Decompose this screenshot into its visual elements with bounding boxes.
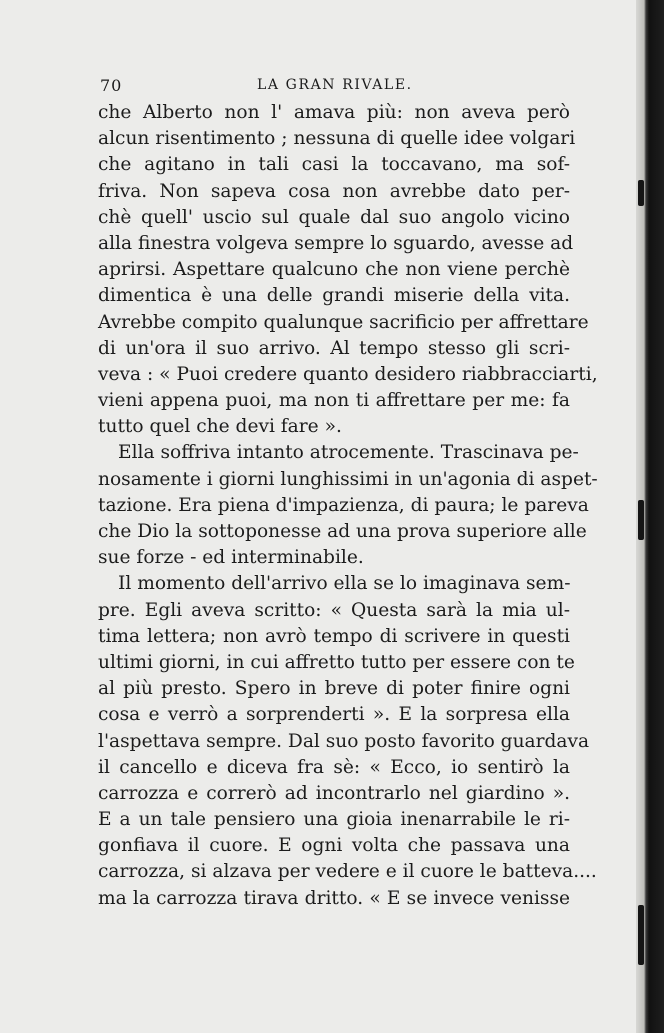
text-line: chè quell' uscio sul quale dal suo angolo vicino — [98, 206, 570, 228]
text-line: sue forze - ed interminabile. — [98, 547, 364, 569]
text-line: ma la carrozza tirava dritto. « E se invece venisse — [98, 887, 570, 909]
text-line: veva : « Puoi credere quanto desidero riabbracciarti, — [98, 363, 598, 385]
text-line: Il momento dell'arrivo ella se lo imaginava sem- — [118, 573, 571, 595]
body-text — [98, 100, 598, 912]
text-line: carrozza e correrò ad incontrarlo nel giardino ». — [98, 782, 570, 804]
text-line: friva. Non sapeva cosa non avrebbe dato per- — [98, 180, 570, 202]
text-line: carrozza, si alzava per vedere e il cuore le batteva.... — [98, 861, 597, 883]
text-line: il cancello e diceva fra sè: « Ecco, io sentirò la — [98, 756, 570, 778]
edge-mark — [638, 905, 644, 965]
running-title: LA GRAN RIVALE. — [257, 77, 413, 93]
text-line: Avrebbe compito qualunque sacrificio per affrettare — [98, 311, 589, 333]
text-line: pre. Egli aveva scritto: « Questa sarà la mia ul- — [98, 599, 570, 621]
edge-mark — [638, 180, 644, 206]
text-line: aprirsi. Aspettare qualcuno che non viene perchè — [98, 259, 570, 281]
text-line: tima lettera; non avrò tempo di scrivere in questi — [98, 625, 570, 647]
text-line: dimentica è una delle grandi miserie della vita. — [98, 285, 570, 307]
text-line: tazione. Era piena d'impazienza, di paura; le pareva — [98, 494, 589, 516]
text-line: alla finestra volgeva sempre lo sguardo, avesse ad — [98, 232, 574, 254]
edge-mark — [638, 500, 644, 540]
text-line: Ella soffriva intanto atrocemente. Trascinava pe- — [118, 442, 579, 464]
text-line: alcun risentimento ; nessuna di quelle idee volgari — [98, 128, 576, 150]
text-line: di un'ora il suo arrivo. Al tempo stesso gli scri- — [98, 337, 570, 359]
text-line: tutto quel che devi fare ». — [98, 416, 342, 438]
text-line: cosa e verrò a sorprenderti ». E la sorpresa ella — [98, 704, 570, 726]
text-line: l'aspettava sempre. Dal suo posto favorito guardava — [98, 730, 590, 752]
text-line: E a un tale pensiero una gioia inenarrabile le ri- — [98, 809, 570, 831]
text-line: gonfiava il cuore. E ogni volta che passava una — [98, 835, 570, 857]
text-line: nosamente i giorni lunghissimi in un'agonia di aspet- — [98, 468, 598, 490]
text-line: che Alberto non l' amava più: non aveva però — [98, 102, 570, 123]
page-edge — [636, 0, 664, 1033]
page-header — [100, 76, 570, 96]
text-line: al più presto. Spero in breve di poter finire ogni — [98, 678, 570, 700]
text-line: vieni appena puoi, ma non ti affrettare per me: fa — [98, 390, 570, 412]
page-number: 70 — [100, 76, 123, 95]
text-line: ultimi giorni, in cui affretto tutto per essere con te — [98, 651, 575, 673]
text-line: che agitano in tali casi la toccavano, ma sof- — [98, 154, 570, 176]
text-line: che Dio la sottoponesse ad una prova superiore alle — [98, 521, 587, 542]
